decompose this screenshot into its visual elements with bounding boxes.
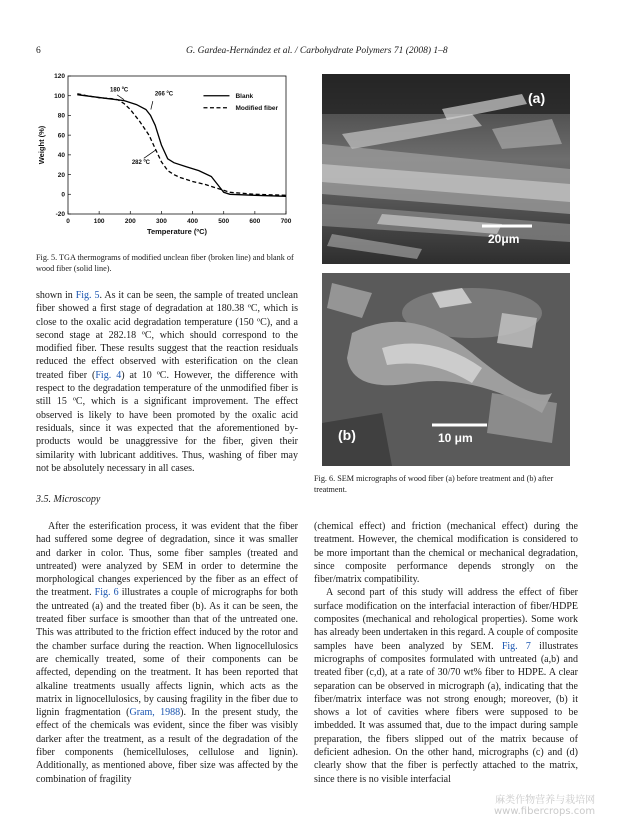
paragraph: (chemical effect) and friction (mechanical effect) during the treatment. However, the chemical modification is considered to be more important than the chemical or mechanical degradation, since composite performance depends strongly on the fiber/matrix compatibility. xyxy=(314,521,578,586)
y-tick-label: 20 xyxy=(57,171,65,179)
figure-6-link[interactable]: Fig. 6 xyxy=(94,587,119,599)
running-head: G. Gardea-Hernández et al. / Carbohydrate Polymers 71 (2008) 1–8 xyxy=(186,46,448,56)
text-run: shown in xyxy=(36,290,76,301)
text-run: After the esterification process, it was evident that the fiber had suffered some degree of degradation, since it was smaller and darker in color. Thus, some fiber samples (treated and untreated) were analyzed by SEM in order to determine the morphological changes experienced by the fiber as an effect of the treatment. xyxy=(36,521,298,599)
annotation-arrow xyxy=(117,95,124,100)
running-header xyxy=(36,46,584,60)
y-axis-label: Weight (%) xyxy=(37,125,46,165)
chart-axes xyxy=(37,73,292,236)
annotation-label: 266 ºC xyxy=(154,91,174,98)
panel-a-scale-label: 20μm xyxy=(488,232,520,246)
y-tick-label: -20 xyxy=(55,211,65,219)
gram-1988-citation-link[interactable]: Gram, 1988 xyxy=(129,707,181,719)
text-run: ) at 10 ºC. However, the difference with respect to the degradation temperature of the unmodified fiber is still 15 ºC, which is a significant improvement. The effect observed is likely to have been promoted by the oxalic acid residuals, since it was expected that the aforementioned by-products would be unaggressive for the fiber, given their similarity with lubricant additives. Thus, washing of fiber may not be absolutely necessary in all cases. xyxy=(36,369,298,474)
watermark-line-1: 麻类作物营养与栽培网 xyxy=(495,795,596,806)
left-column-bottom xyxy=(36,520,298,786)
text-run: . As it can be seen, the sample of treated unclean fiber showed a first stage of degradation at 180.38 ºC, which is close to the oxalic acid degradation temperature (150 ºC), and a second stage at 282.18 ºC, which should correspond to the modified fiber. These results suggest that the reaction residuals reduced the effect observed with esterification on the clean treated fiber ( xyxy=(36,290,298,381)
x-tick-label: 700 xyxy=(280,218,292,225)
paragraph xyxy=(36,289,298,475)
x-tick-label: 300 xyxy=(155,218,167,225)
y-tick-label: 120 xyxy=(54,73,65,81)
y-tick-label: 60 xyxy=(57,132,65,140)
text-run: illustrates a couple of micrographs for both the untreated (a) and the treated fiber (b). As it can be seen, the treated fiber surface is smoother than that of the untreated one. This was attributed to the friction effect induced by the rotor and the chamber surface during the reaction. When lignocellulosics are chemically treated, some of their components can be affected, depending on the treatment. It has been reported that alkaline treatments usually affects lignin, which acts as the matrix in lignocellulosics, by causing fragility in the fiber due to lignin fragmentation ( xyxy=(36,587,298,719)
figure-5-link[interactable]: Fig. 5 xyxy=(75,290,100,301)
annotation-label: 180 ºC xyxy=(110,87,129,94)
y-tick-label: 0 xyxy=(61,191,65,199)
sem-micrograph-b xyxy=(322,273,570,466)
annotation-arrow xyxy=(144,150,156,158)
watermark-line-2: www.fibercrops.com xyxy=(494,806,596,817)
sem-micrograph-a xyxy=(322,74,570,264)
figure-7-link[interactable]: Fig. 7 xyxy=(501,640,531,652)
paragraph xyxy=(314,586,578,785)
chart-legend xyxy=(203,93,278,112)
annotation-label: 282 ºC xyxy=(131,159,151,166)
annotation-arrow xyxy=(151,101,153,109)
legend-label: Modified fiber xyxy=(235,105,279,113)
watermark xyxy=(494,795,595,817)
panel-b-label: (b) xyxy=(338,427,356,443)
text-run: illustrates micrographs of composites formulated with untreated (a,b) and treated fiber (c,d), at a rate of 30/70 wt% fiber to HDPE. A clear separation can be observed in micrograph (a), indicating that the fiber/matrix interface was not strong enough; moreover, (b) it shows a lot of cavities where fibers were supposed to be imbedded. It was assumed that, due to the impact during sample preparation, the fibers slipped out of the matrix because of deficient adhesion. On the other hand, micrographs (c) and (d) clearly show that the fiber is perfectly attached to the matrix, since there is no visible interfacial xyxy=(314,640,578,785)
legend-label: Blank xyxy=(235,93,254,101)
figure-5-chart xyxy=(34,68,296,246)
panel-a-label: (a) xyxy=(528,90,546,106)
panel-b-scale-label: 10 μm xyxy=(438,431,473,445)
text-run: ). In the present study, the effect of the chemicals was evident, since the fiber was visibly darker after the treatment, as a result of the degradation of the fiber components (hemicelluloses, cellulose and lignin). Additionally, as mentioned above, fiber size was affected by the combination of fragility xyxy=(36,707,298,785)
x-axis-label: Temperature (ºC) xyxy=(146,227,208,236)
y-tick-label: 80 xyxy=(57,112,65,120)
x-tick-label: 0 xyxy=(66,218,70,225)
left-column-top xyxy=(36,289,298,475)
x-tick-label: 100 xyxy=(93,218,105,225)
x-tick-label: 600 xyxy=(249,218,261,225)
text-run: A second part of this study will address the effect of fiber surface modification on the interfacial interaction of fiber/HDPE composites (mechanical and rehological properties). Some work has already been undertaken in this regard. A couple of composite samples have been analyzed by SEM. xyxy=(314,587,578,652)
x-tick-label: 500 xyxy=(218,218,230,225)
x-tick-label: 200 xyxy=(124,218,136,225)
right-column xyxy=(314,520,578,786)
figure-5-caption: Fig. 5. TGA thermograms of modified unclean fiber (broken line) and blank of wood fiber (solid line). xyxy=(36,253,294,273)
page-number: 6 xyxy=(36,46,41,56)
figure-4-link[interactable]: Fig. 4 xyxy=(95,369,122,381)
plot-frame xyxy=(68,76,286,214)
paragraph xyxy=(36,520,298,786)
y-tick-label: 40 xyxy=(57,152,65,160)
y-tick-label: 100 xyxy=(54,92,65,100)
tga-chart-svg xyxy=(34,68,296,246)
figure-6-caption: Fig. 6. SEM micrographs of wood fiber (a) before treatment and (b) after treatment. xyxy=(314,474,554,494)
section-heading: 3.5. Microscopy xyxy=(36,494,101,505)
x-tick-label: 400 xyxy=(187,218,199,225)
